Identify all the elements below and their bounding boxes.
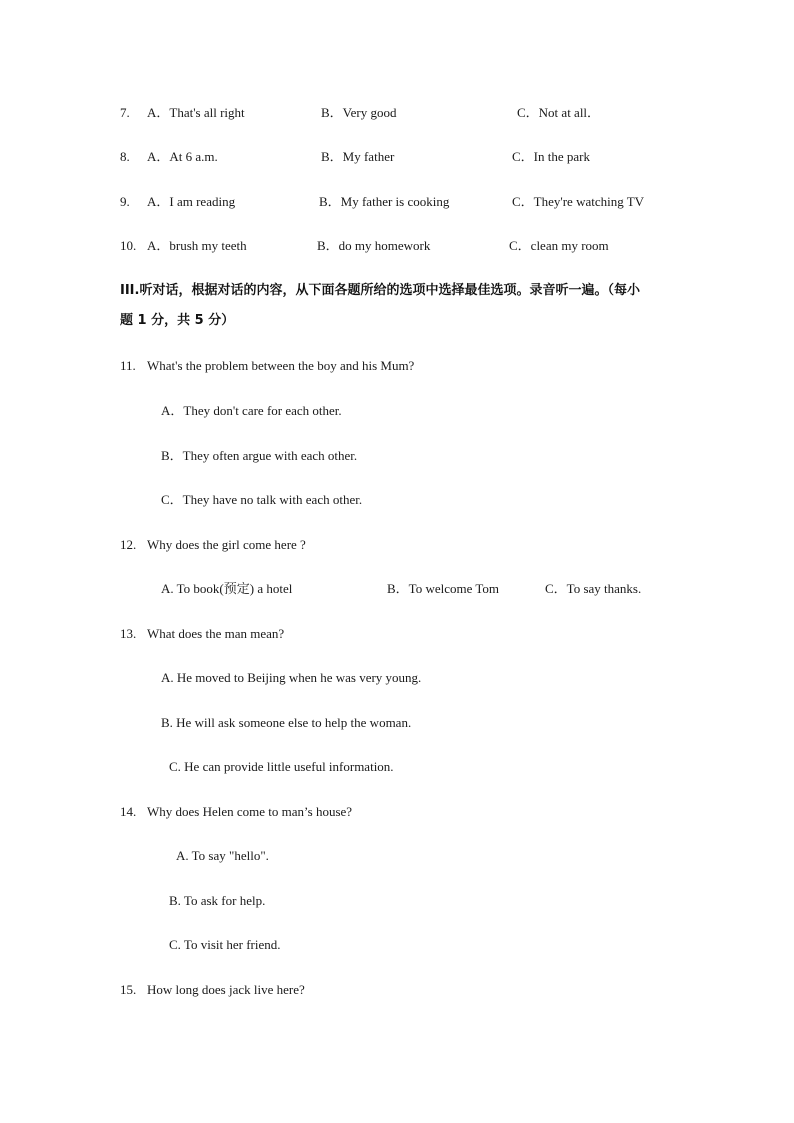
question-number: 14. (120, 804, 137, 819)
option-c: C．clean my room (509, 238, 609, 253)
option-a: A．At 6 a.m. (147, 149, 218, 164)
option-c: C．In the park (512, 149, 590, 164)
option-b: B．Very good (321, 105, 397, 120)
question-text: Why does the girl come here ? (147, 537, 306, 552)
question-number: 10. (120, 238, 137, 253)
option-c: C. He can provide little useful information. (169, 759, 394, 774)
question-number: 9. (120, 194, 130, 209)
option-c: C．Not at all． (517, 105, 601, 120)
option-a: A．That's all right (147, 105, 245, 120)
question-number: 8. (120, 149, 130, 164)
question-number: 7. (120, 105, 130, 120)
option-a: A. To book(预定) a hotel (161, 581, 293, 596)
question-text: What's the problem between the boy and his Mum? (147, 358, 415, 373)
question-number: 15. (120, 982, 137, 997)
option-b: B. He will ask someone else to help the woman. (161, 715, 412, 730)
option-c: C．To say thanks. (545, 581, 642, 596)
option-b: B．My father (321, 149, 395, 164)
option-a: A. To say "hello". (176, 848, 269, 863)
section-heading (120, 276, 690, 336)
section-heading-line-1: III.听对话，根据对话的内容，从下面各题所给的选项中选择最佳选项。录音听一遍。（每小 (120, 283, 640, 298)
option-c: C. To visit her friend. (169, 937, 281, 952)
section-heading-line-2: 题 1 分，共 5 分） (120, 313, 235, 328)
option-c: C．They're watching TV (512, 194, 645, 209)
question-text: How long does jack live here? (147, 982, 305, 997)
question-text: What does the man mean? (147, 626, 285, 641)
option-b: B．do my homework (317, 238, 431, 253)
option-a: A．They don't care for each other. (161, 403, 342, 418)
option-b: B．My father is cooking (319, 194, 450, 209)
option-a: A．I am reading (147, 194, 236, 209)
option-c: C．They have no talk with each other. (161, 492, 363, 507)
option-b: B．They often argue with each other. (161, 448, 358, 463)
option-b: B．To welcome Tom (387, 581, 500, 596)
option-a: A. He moved to Beijing when he was very young. (161, 670, 422, 685)
option-a: A．brush my teeth (147, 238, 247, 253)
question-number: 11. (120, 358, 136, 373)
option-b: B. To ask for help. (169, 893, 266, 908)
question-number: 13. (120, 626, 137, 641)
question-number: 12. (120, 537, 137, 552)
question-text: Why does Helen come to man’s house? (147, 804, 353, 819)
